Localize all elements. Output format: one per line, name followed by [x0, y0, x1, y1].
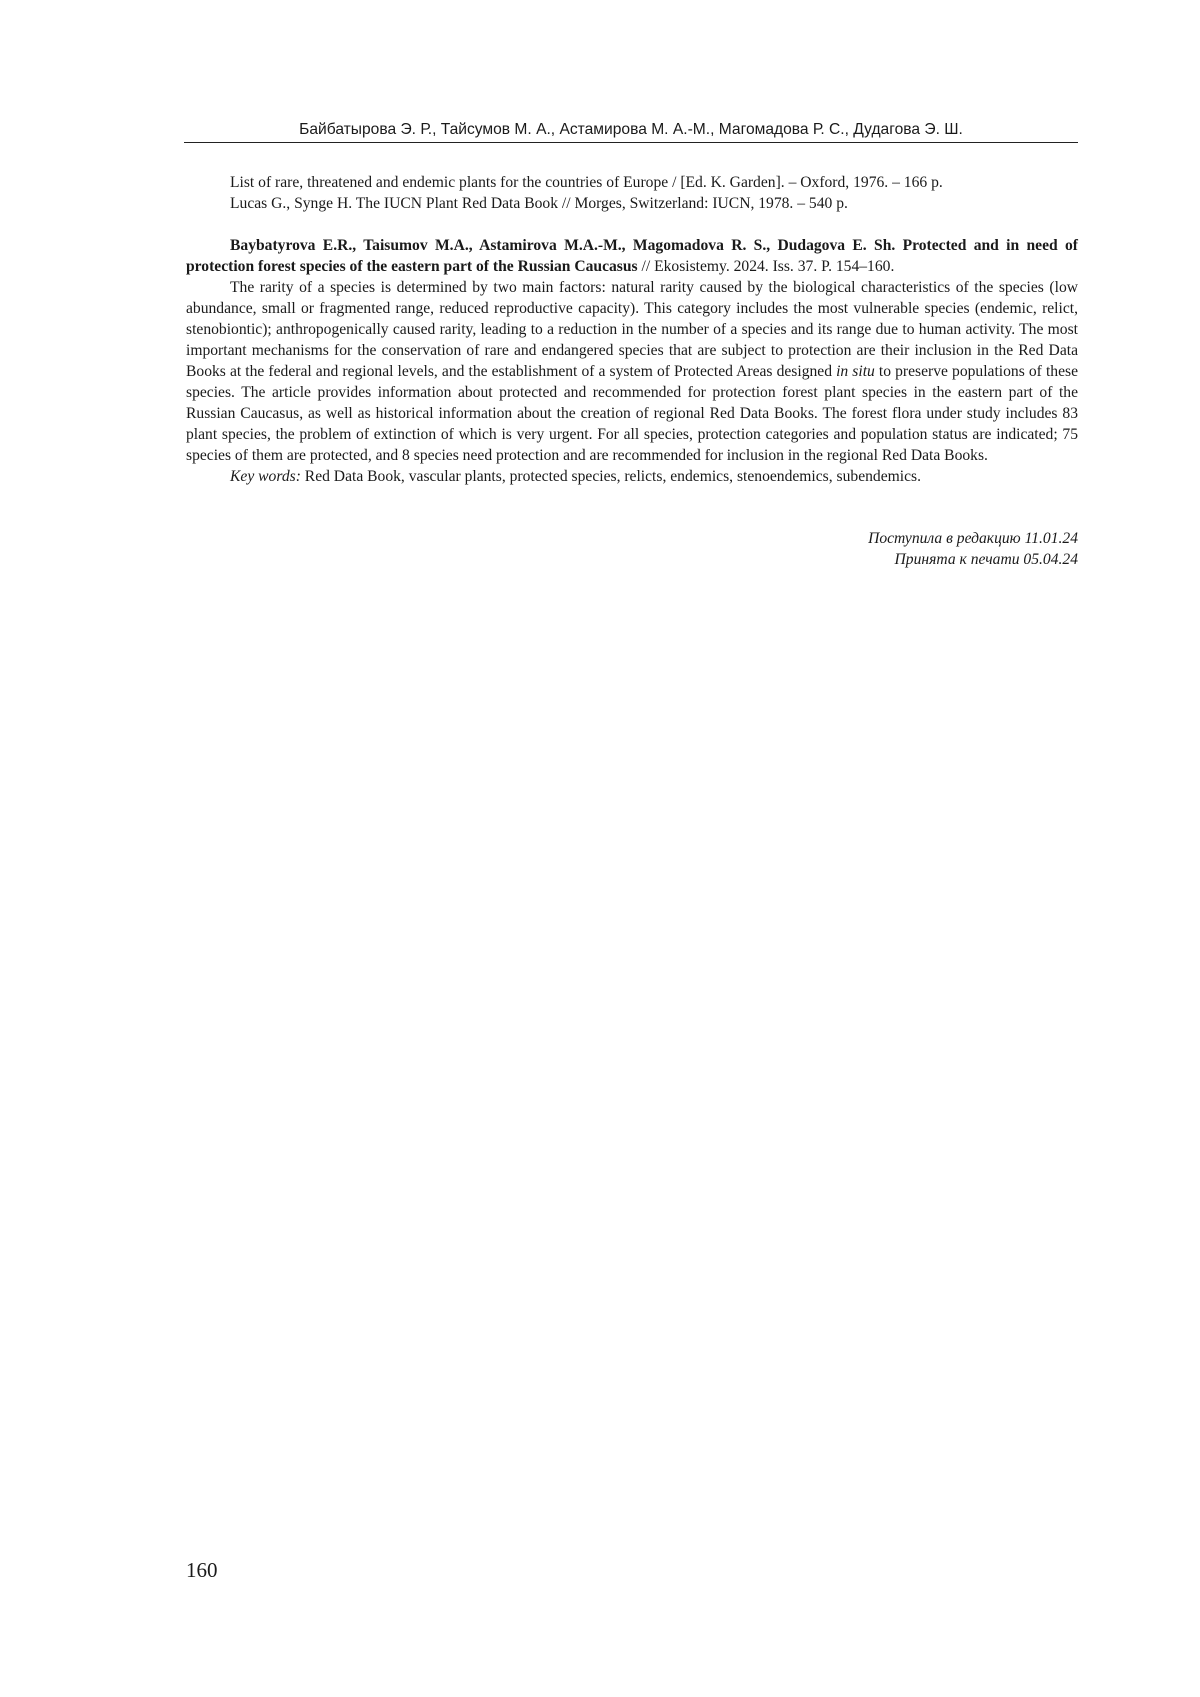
reference-item: Lucas G., Synge H. The IUCN Plant Red Data Book // Morges, Switzerland: IUCN, 1978. – 540 p.	[230, 195, 848, 212]
citation-source: // Ekosistemy. 2024. Iss. 37. P. 154–160.	[637, 258, 895, 275]
citation-paragraph	[186, 235, 1078, 277]
abstract-text-part2: to preserve populations of these species. The article provides information about protected and recommended for protection forest plant species in the eastern part of the Russian Caucasus, as well as historical information about the creation of regional Red Data Books. The forest flora under study includes 83 plant species, the problem of extinction of which is very urgent. For all species, protection categories and population status are indicated; 75 species of them are protected, and 8 species need protection and are recommended for inclusion in the regional Red Data Books.	[186, 363, 1078, 464]
page-number: 160	[186, 1558, 218, 1582]
page-content	[186, 172, 1078, 570]
keywords-paragraph	[186, 466, 1078, 487]
submission-dates	[186, 528, 1078, 570]
reference-item: List of rare, threatened and endemic plants for the countries of Europe / [Ed. K. Garden]. – Oxford, 1976. – 166 p.	[230, 174, 943, 191]
received-date: Поступила в редакцию 11.01.24	[868, 530, 1078, 547]
reference-list	[186, 172, 1078, 214]
running-header	[184, 118, 1078, 143]
abstract-italic-term: in situ	[836, 363, 875, 380]
abstract-text-part1: The rarity of a species is determined by two main factors: natural rarity caused by the biological characteristics of the species (low abundance, small or fragmented range, reduced reproductive capacity). This category includes the most vulnerable species (endemic, relict, stenobiontic); anthropogenically caused rarity, leading to a reduction in the number of a species and its range due to human activity. The most important mechanisms for the conservation of rare and endangered species that are subject to protection are their inclusion in the Red Data Books at the federal and regional levels, and the establishment of a system of Protected Areas designed	[186, 279, 1078, 380]
abstract-paragraph	[186, 277, 1078, 466]
accepted-date: Принята к печати 05.04.24	[894, 551, 1078, 568]
keywords-text: Red Data Book, vascular plants, protected species, relicts, endemics, stenoendemics, subendemics.	[300, 468, 921, 485]
keywords-label: Key words:	[230, 468, 301, 485]
header-authors: Байбатырова Э. Р., Тайсумов М. А., Астамирова М. А.-М., Магомадова Р. С., Дудагова Э. Ш.	[299, 121, 963, 138]
citation-authors-title: Baybatyrova E.R., Taisumov M.A., Astamirova M.A.-M., Magomadova R. S., Dudagova E. Sh. Protected and in need of protection forest species of the eastern part of the Russian Caucasus	[186, 237, 1078, 275]
